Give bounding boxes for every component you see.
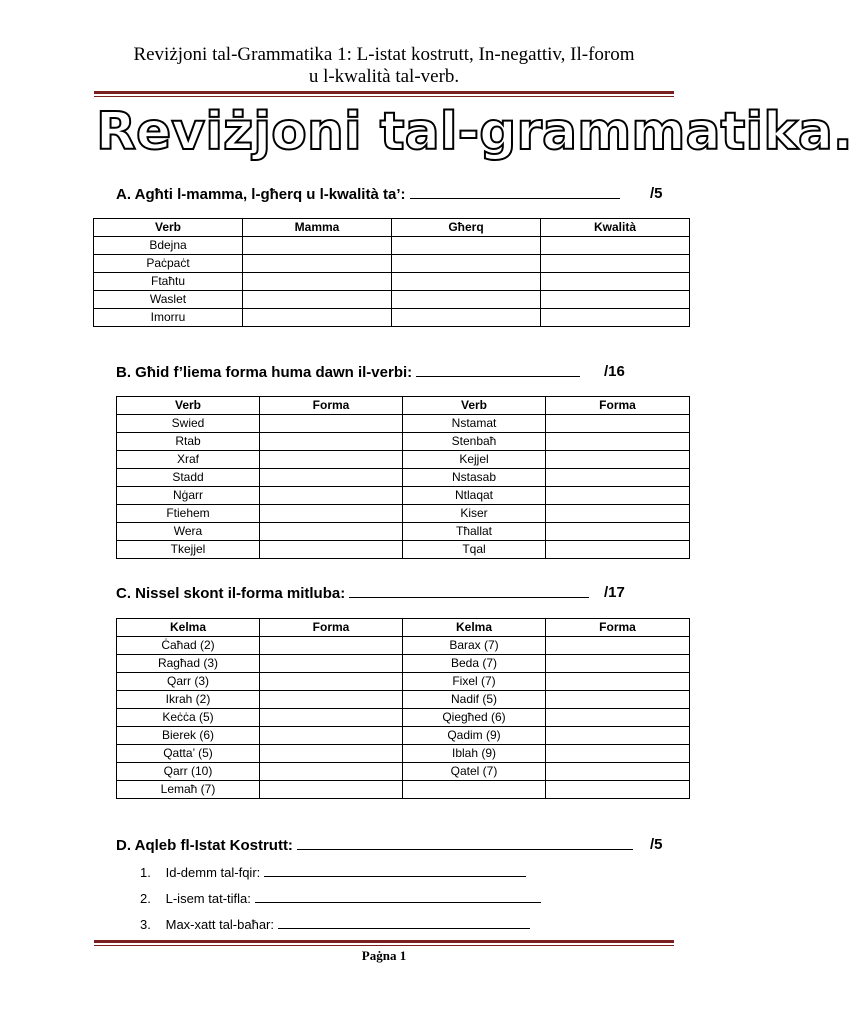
table-row bbox=[117, 709, 690, 727]
section-a-score: /5 bbox=[650, 185, 663, 202]
answer-cell[interactable] bbox=[260, 781, 403, 799]
column-header: Kwalità bbox=[541, 219, 690, 237]
column-header: Forma bbox=[260, 619, 403, 637]
word-cell: Qarr (10) bbox=[117, 763, 260, 781]
table-row bbox=[117, 637, 690, 655]
word-cell: Nstasab bbox=[403, 469, 546, 487]
table-row bbox=[94, 309, 690, 327]
section-b-heading bbox=[116, 362, 636, 383]
table-row bbox=[117, 505, 690, 523]
answer-cell[interactable] bbox=[546, 709, 690, 727]
section-a-table bbox=[93, 218, 690, 327]
worksheet-title: Reviżjoni tal-grammatika. bbox=[96, 102, 853, 162]
section-c-title: C. Nissel skont il-forma mitluba: bbox=[116, 585, 346, 602]
table-row bbox=[94, 255, 690, 273]
answer-cell[interactable] bbox=[546, 655, 690, 673]
answer-cell[interactable] bbox=[260, 469, 403, 487]
answer-cell[interactable] bbox=[260, 415, 403, 433]
column-header: Forma bbox=[260, 397, 403, 415]
table-header-row bbox=[117, 397, 690, 415]
answer-cell[interactable] bbox=[392, 309, 541, 327]
word-cell: Wera bbox=[117, 523, 260, 541]
answer-cell[interactable] bbox=[260, 673, 403, 691]
answer-cell[interactable] bbox=[546, 505, 690, 523]
table-row bbox=[117, 727, 690, 745]
answer-cell[interactable] bbox=[260, 709, 403, 727]
column-header: Verb bbox=[94, 219, 243, 237]
word-cell: Qiegħed (6) bbox=[403, 709, 546, 727]
word-cell: Qarr (3) bbox=[117, 673, 260, 691]
word-cell: Tħallat bbox=[403, 523, 546, 541]
section-b-table bbox=[116, 396, 690, 559]
answer-cell[interactable] bbox=[392, 237, 541, 255]
list-item-text: L-isem tat-tifla: bbox=[165, 891, 251, 906]
answer-cell[interactable] bbox=[546, 433, 690, 451]
answer-cell[interactable] bbox=[260, 637, 403, 655]
answer-line[interactable] bbox=[278, 914, 530, 929]
word-cell: Bdejna bbox=[94, 237, 243, 255]
word-cell: Swied bbox=[117, 415, 260, 433]
column-header: Forma bbox=[546, 619, 690, 637]
answer-cell[interactable] bbox=[546, 745, 690, 763]
answer-cell[interactable] bbox=[541, 237, 690, 255]
section-d-heading bbox=[116, 835, 676, 856]
table-row bbox=[117, 487, 690, 505]
word-cell: Nadif (5) bbox=[403, 691, 546, 709]
column-header: Mamma bbox=[243, 219, 392, 237]
table-row bbox=[117, 673, 690, 691]
word-cell: Keċċa (5) bbox=[117, 709, 260, 727]
answer-cell[interactable] bbox=[243, 309, 392, 327]
word-cell: Ftaħtu bbox=[94, 273, 243, 291]
header-rule-thick bbox=[94, 91, 674, 94]
word-cell bbox=[403, 781, 546, 799]
header-rule-thin bbox=[94, 96, 674, 97]
answer-cell[interactable] bbox=[260, 523, 403, 541]
answer-cell[interactable] bbox=[546, 691, 690, 709]
list-item bbox=[140, 888, 541, 914]
word-cell: Ftiehem bbox=[117, 505, 260, 523]
word-cell: Nġarr bbox=[117, 487, 260, 505]
table-row bbox=[117, 655, 690, 673]
section-a-heading bbox=[116, 184, 676, 205]
answer-cell[interactable] bbox=[260, 505, 403, 523]
word-cell: Tkejjel bbox=[117, 541, 260, 559]
column-header: Kelma bbox=[117, 619, 260, 637]
answer-cell[interactable] bbox=[243, 237, 392, 255]
table-row bbox=[117, 433, 690, 451]
answer-cell[interactable] bbox=[546, 727, 690, 745]
word-cell: Kejjel bbox=[403, 451, 546, 469]
word-cell: Fixel (7) bbox=[403, 673, 546, 691]
answer-line[interactable] bbox=[264, 862, 526, 877]
table-header-row bbox=[117, 619, 690, 637]
answer-cell[interactable] bbox=[260, 541, 403, 559]
list-item-number: 2. bbox=[140, 891, 151, 906]
answer-cell[interactable] bbox=[243, 273, 392, 291]
section-d-score: /5 bbox=[650, 836, 663, 853]
section-a-underline bbox=[410, 184, 620, 199]
table-row bbox=[94, 291, 690, 309]
word-cell: Stadd bbox=[117, 469, 260, 487]
section-d-title: D. Aqleb fl-Istat Kostrutt: bbox=[116, 837, 293, 854]
answer-line[interactable] bbox=[255, 888, 541, 903]
word-cell: Ragħad (3) bbox=[117, 655, 260, 673]
word-cell: Stenbaħ bbox=[403, 433, 546, 451]
answer-cell[interactable] bbox=[546, 523, 690, 541]
table-row bbox=[117, 523, 690, 541]
word-cell: Beda (7) bbox=[403, 655, 546, 673]
answer-cell[interactable] bbox=[243, 291, 392, 309]
list-item-number: 3. bbox=[140, 917, 151, 932]
list-item bbox=[140, 914, 541, 940]
column-header: Forma bbox=[546, 397, 690, 415]
answer-cell[interactable] bbox=[260, 727, 403, 745]
column-header: Verb bbox=[117, 397, 260, 415]
answer-cell[interactable] bbox=[243, 255, 392, 273]
table-row bbox=[117, 763, 690, 781]
answer-cell[interactable] bbox=[260, 745, 403, 763]
answer-cell[interactable] bbox=[546, 469, 690, 487]
table-row bbox=[94, 273, 690, 291]
answer-cell[interactable] bbox=[260, 763, 403, 781]
word-cell: Nstamat bbox=[403, 415, 546, 433]
list-item-text: Max-xatt tal-baħar: bbox=[165, 917, 274, 932]
word-cell: Bierek (6) bbox=[117, 727, 260, 745]
table-row bbox=[117, 469, 690, 487]
word-cell: Qatel (7) bbox=[403, 763, 546, 781]
column-header: Kelma bbox=[403, 619, 546, 637]
table-header-row bbox=[94, 219, 690, 237]
answer-cell[interactable] bbox=[260, 487, 403, 505]
section-c-table bbox=[116, 618, 690, 799]
answer-cell[interactable] bbox=[260, 655, 403, 673]
table-row bbox=[117, 781, 690, 799]
word-cell: Imorru bbox=[94, 309, 243, 327]
answer-cell[interactable] bbox=[541, 273, 690, 291]
answer-cell[interactable] bbox=[546, 637, 690, 655]
answer-cell[interactable] bbox=[260, 433, 403, 451]
table-row bbox=[117, 745, 690, 763]
answer-cell[interactable] bbox=[546, 415, 690, 433]
table-row bbox=[117, 541, 690, 559]
word-cell: Ċaħad (2) bbox=[117, 637, 260, 655]
section-c-score: /17 bbox=[604, 584, 625, 601]
table-row bbox=[117, 415, 690, 433]
answer-cell[interactable] bbox=[541, 255, 690, 273]
word-cell: Waslet bbox=[94, 291, 243, 309]
answer-cell[interactable] bbox=[541, 309, 690, 327]
word-cell: Rtab bbox=[117, 433, 260, 451]
word-cell: Xraf bbox=[117, 451, 260, 469]
section-a-title: A. Agħti l-mamma, l-għerq u l-kwalità ta’: bbox=[116, 186, 406, 203]
table-row bbox=[117, 451, 690, 469]
header-title-line2: u l-kwalità tal-verb. bbox=[308, 66, 460, 87]
answer-cell[interactable] bbox=[546, 763, 690, 781]
section-c-heading bbox=[116, 583, 636, 604]
footer-rule-thick bbox=[94, 940, 674, 943]
answer-cell[interactable] bbox=[260, 451, 403, 469]
answer-cell[interactable] bbox=[546, 487, 690, 505]
section-d-underline bbox=[297, 835, 633, 850]
word-cell: Ntlaqat bbox=[403, 487, 546, 505]
answer-cell[interactable] bbox=[546, 541, 690, 559]
answer-cell[interactable] bbox=[392, 255, 541, 273]
section-d-list bbox=[140, 862, 541, 940]
section-b-title: B. Għid f’liema forma huma dawn il-verbi: bbox=[116, 364, 413, 381]
section-b-score: /16 bbox=[604, 363, 625, 380]
answer-cell[interactable] bbox=[541, 291, 690, 309]
header-title-line1: Reviżjoni tal-Grammatika 1: L-istat kostrutt, In-negattiv, Il-forom bbox=[133, 44, 635, 65]
word-cell: Ikrah (2) bbox=[117, 691, 260, 709]
table-row bbox=[94, 237, 690, 255]
word-cell: Iblah (9) bbox=[403, 745, 546, 763]
column-header: Verb bbox=[403, 397, 546, 415]
answer-cell[interactable] bbox=[546, 673, 690, 691]
answer-cell[interactable] bbox=[546, 451, 690, 469]
answer-cell[interactable] bbox=[392, 273, 541, 291]
word-cell: Qatta’ (5) bbox=[117, 745, 260, 763]
list-item-number: 1. bbox=[140, 865, 151, 880]
word-cell: Qadim (9) bbox=[403, 727, 546, 745]
word-cell: Kiser bbox=[403, 505, 546, 523]
word-cell: Tqal bbox=[403, 541, 546, 559]
footer-rule-thin bbox=[94, 945, 674, 946]
word-cell: Lemaħ (7) bbox=[117, 781, 260, 799]
answer-cell[interactable] bbox=[546, 781, 690, 799]
column-header: Għerq bbox=[392, 219, 541, 237]
answer-cell[interactable] bbox=[260, 691, 403, 709]
list-item-text: Id-demm tal-fqir: bbox=[165, 865, 261, 880]
list-item bbox=[140, 862, 541, 888]
word-cell: Paċpaċt bbox=[94, 255, 243, 273]
page-header bbox=[40, 44, 728, 88]
word-cell: Barax (7) bbox=[403, 637, 546, 655]
answer-cell[interactable] bbox=[392, 291, 541, 309]
section-c-underline bbox=[349, 583, 589, 598]
page-number: Paġna 1 bbox=[361, 948, 407, 963]
table-row bbox=[117, 691, 690, 709]
section-b-underline bbox=[416, 362, 580, 377]
